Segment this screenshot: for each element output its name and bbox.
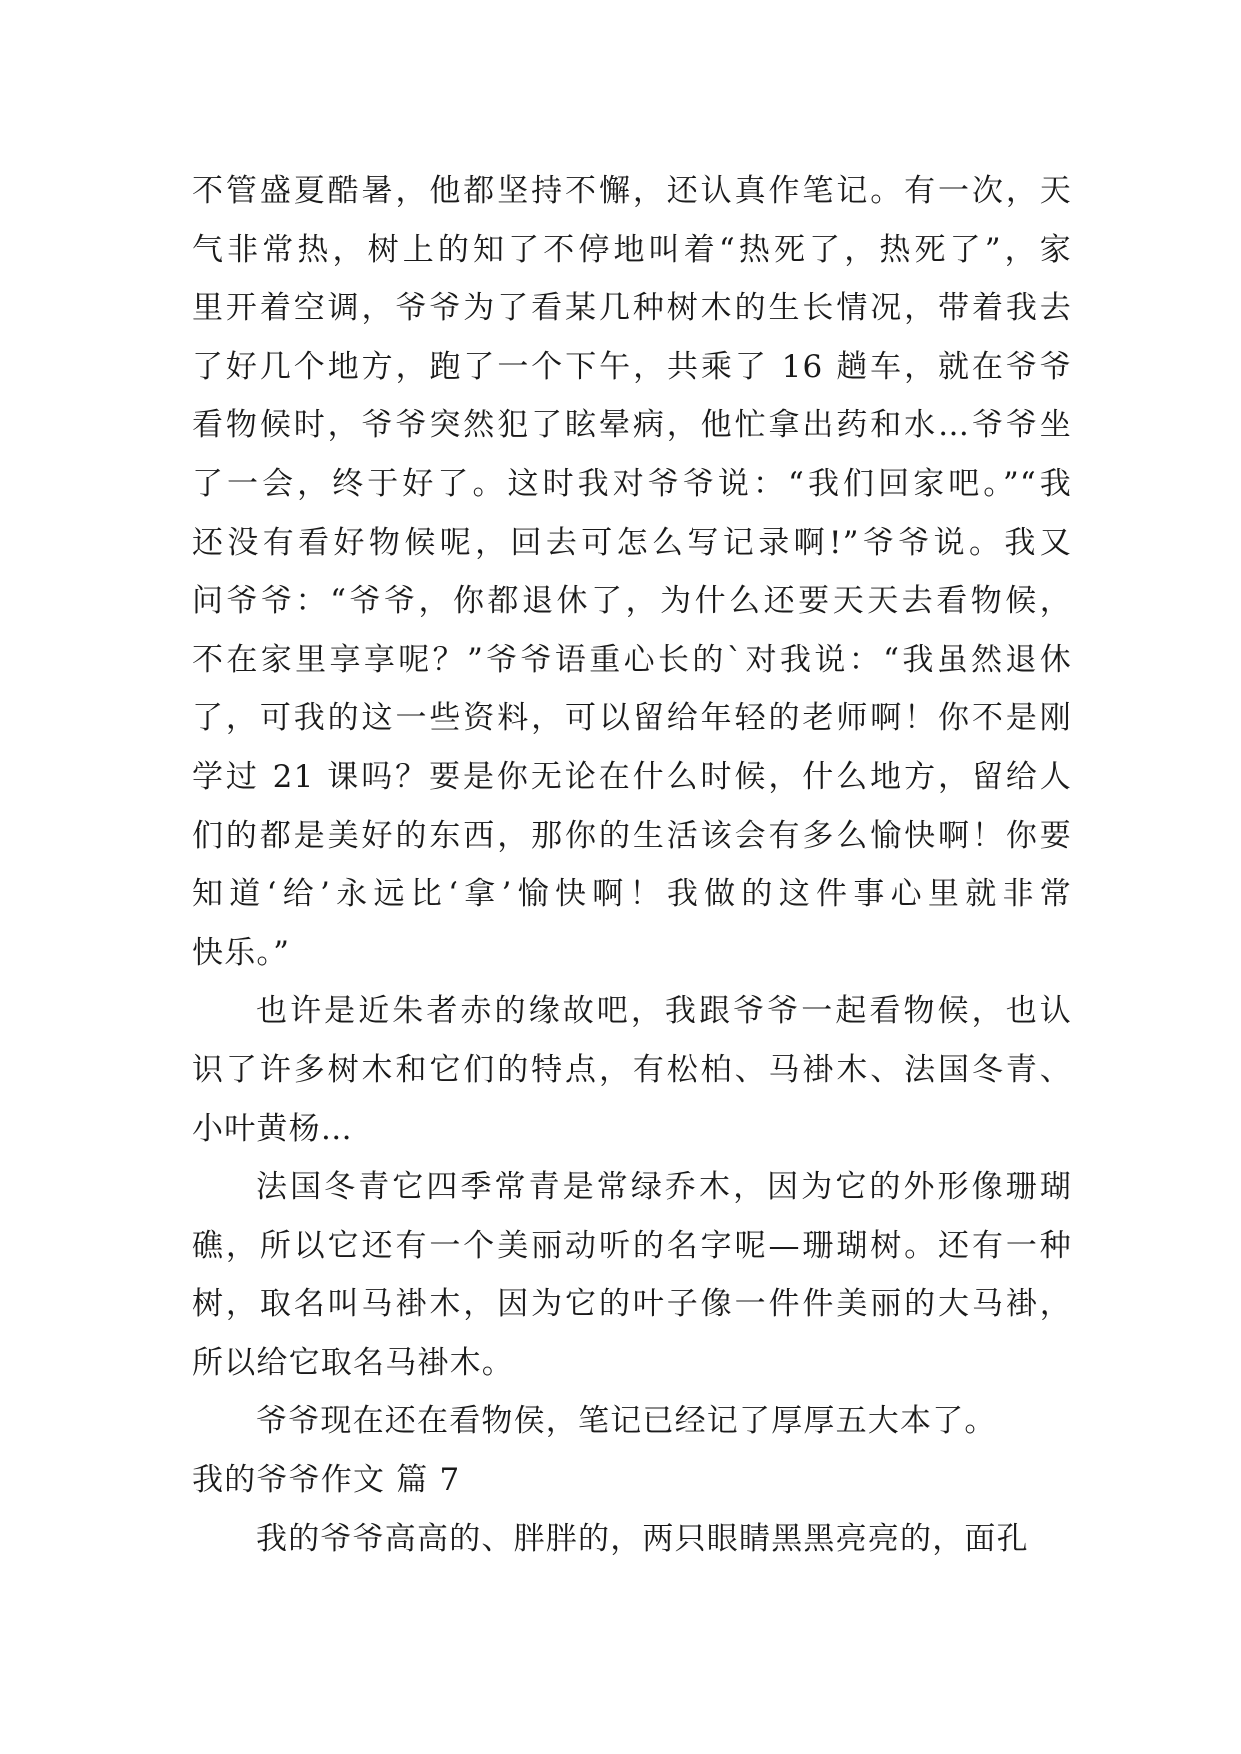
- section-heading-text: 我的爷爷作文 篇 7: [192, 1462, 461, 1499]
- paragraph-1: [192, 162, 1072, 982]
- section-heading: [192, 1451, 1072, 1510]
- text-line: 了好几个地方，跑了一个下午，共乘了 16 趟车，就在爷爷: [192, 348, 1072, 385]
- text-line: 不在家里享享呢？”爷爷语重心长的`对我说：“我虽然退休: [192, 641, 1072, 678]
- text-line: 爷爷现在还在看物侯，笔记已经记了厚厚五大本了。: [256, 1403, 997, 1440]
- text-line: 学过 21 课吗？要是你无论在什么时候，什么地方，留给人: [192, 758, 1072, 795]
- text-line: 树，取名叫马褂木，因为它的叶子像一件件美丽的大马褂，: [192, 1286, 1072, 1323]
- text-line: 还没有看好物候呢，回去可怎么写记录啊!”爷爷说。我又: [192, 524, 1072, 561]
- text-line: 了一会，终于好了。这时我对爷爷说：“我们回家吧。”“我: [192, 465, 1072, 502]
- text-line: 我的爷爷高高的、胖胖的，两只眼睛黑黑亮亮的，面孔: [256, 1520, 1029, 1557]
- paragraph-5: [192, 1510, 1072, 1569]
- paragraph-4: [192, 1392, 1072, 1451]
- text-line: 识了许多树木和它们的特点，有松柏、马褂木、法国冬青、: [192, 1051, 1072, 1088]
- text-line: 看物候时，爷爷突然犯了眩晕病，他忙拿出药和水…爷爷坐: [192, 407, 1072, 444]
- text-line: 问爷爷：“爷爷，你都退休了，为什么还要天天去看物候，: [192, 583, 1072, 620]
- text-line: 小叶黄杨…: [192, 1110, 353, 1147]
- text-line: 里开着空调，爷爷为了看某几种树木的生长情况，带着我去: [192, 290, 1072, 327]
- text-line: 所以给它取名马褂木。: [192, 1344, 514, 1381]
- text-line: 们的都是美好的东西，那你的生活该会有多么愉快啊！你要: [192, 817, 1072, 854]
- text-line: 法国冬青它四季常青是常绿乔木，因为它的外形像珊瑚: [256, 1169, 1072, 1206]
- document-body: [192, 162, 1072, 1568]
- text-line: 礁，所以它还有一个美丽动听的名字呢—珊瑚树。还有一种: [192, 1227, 1072, 1264]
- paragraph-3: [192, 1158, 1072, 1392]
- text-line: 气非常热，树上的知了不停地叫着“热死了，热死了”，家: [192, 231, 1072, 268]
- paragraph-2: [192, 982, 1072, 1158]
- text-line: 快乐。”: [192, 934, 291, 971]
- text-line: 知道‘给’永远比‘拿’愉快啊！我做的这件事心里就非常: [192, 876, 1072, 913]
- text-line: 了，可我的这一些资料，可以留给年轻的老师啊！你不是刚: [192, 700, 1072, 737]
- text-line: 也许是近朱者赤的缘故吧，我跟爷爷一起看物候，也认: [256, 993, 1072, 1030]
- text-line: 不管盛夏酷暑，他都坚持不懈，还认真作笔记。有一次，天: [192, 173, 1072, 209]
